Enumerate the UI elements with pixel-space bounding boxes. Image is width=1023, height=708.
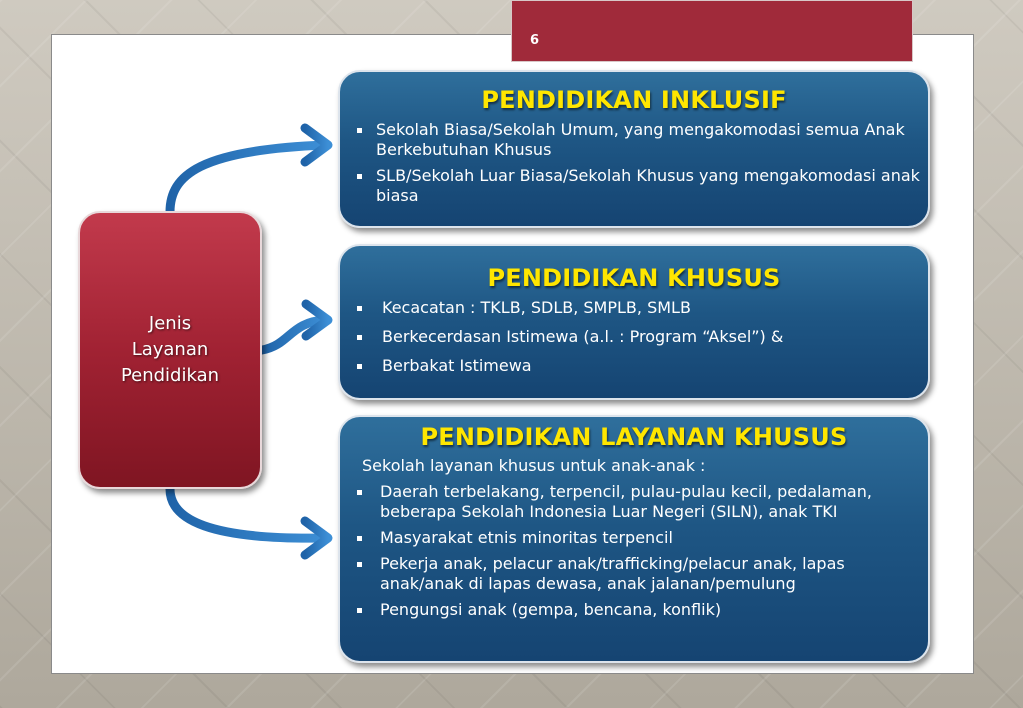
arrow-to-inklusif	[170, 145, 325, 212]
box-title: PENDIDIKAN INKLUSIF	[481, 86, 787, 114]
bullet-list	[340, 482, 928, 620]
box-pendidikan-inklusif	[338, 70, 930, 228]
arrow-to-layanan	[170, 489, 325, 538]
list-item: Daerah terbelakang, terpencil, pulau-pulau kecil, pedalaman, beberapa Sekolah Indonesia Luar Negeri (SILN), anak TKI	[340, 482, 928, 522]
bullet-list	[340, 298, 928, 376]
center-label-line-2: Layanan	[131, 339, 209, 360]
list-item: SLB/Sekolah Luar Biasa/Sekolah Khusus yang mengakomodasi anak biasa	[340, 166, 928, 206]
center-label	[121, 311, 219, 389]
list-item: Kecacatan : TKLB, SDLB, SMPLB, SMLB	[340, 298, 928, 318]
list-item: Berbakat Istimewa	[340, 356, 928, 376]
list-item: Berkecerdasan Istimewa (a.l. : Program “Aksel”) &	[340, 327, 928, 347]
page-number: 6	[530, 33, 540, 48]
box-title: PENDIDIKAN KHUSUS	[487, 264, 781, 292]
list-item: Masyarakat etnis minoritas terpencil	[340, 528, 928, 548]
box-pendidikan-khusus	[338, 244, 930, 400]
center-label-line-1: Jenis	[148, 313, 192, 334]
center-node-jenis-layanan	[78, 211, 262, 489]
box-pendidikan-layanan-khusus	[338, 415, 930, 663]
list-item: Pekerja anak, pelacur anak/trafficking/pelacur anak, lapas anak/anak di lapas dewasa, anak jalanan/pemulung	[340, 554, 928, 594]
bullet-list	[340, 120, 928, 206]
box-title: PENDIDIKAN LAYANAN KHUSUS	[420, 423, 848, 451]
center-label-line-3: Pendidikan	[120, 365, 220, 386]
list-item: Pengungsi anak (gempa, bencana, konflik)	[340, 600, 928, 620]
box-intro: Sekolah layanan khusus untuk anak-anak :	[362, 456, 706, 475]
list-item: Sekolah Biasa/Sekolah Umum, yang mengakomodasi semua Anak Berkebutuhan Khusus	[340, 120, 928, 160]
